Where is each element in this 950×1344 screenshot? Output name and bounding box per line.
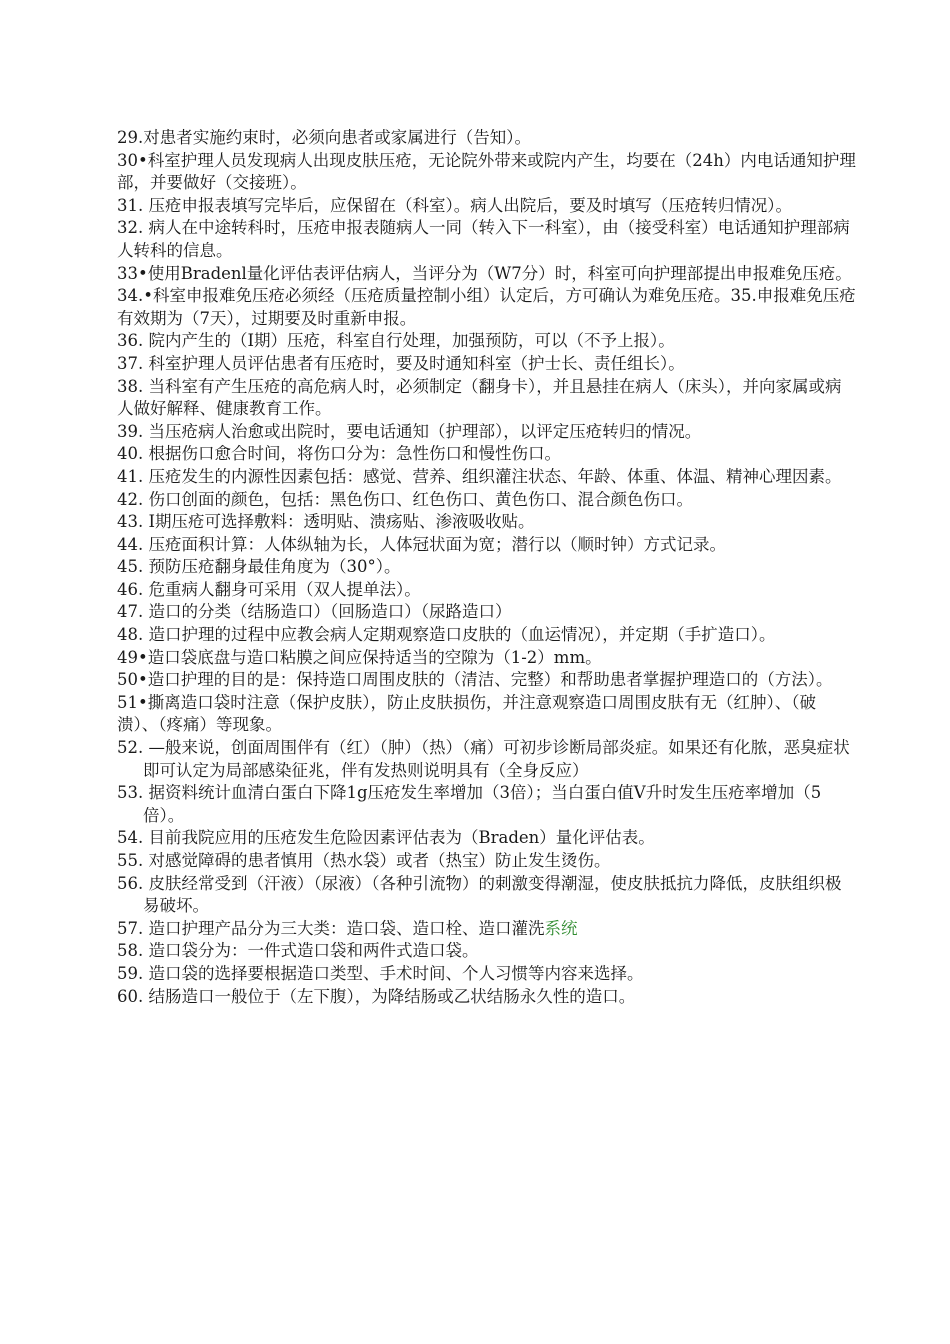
list-item-56: 56. 皮肤经常受到（汗液）（尿液）（各种引流物）的刺激变得潮湿，使皮肤抵抗力降低，皮肤组织极易破坏。 — [117, 873, 842, 916]
list-item-46: 46. 危重病人翻身可采用（双人提单法）。 — [117, 579, 421, 599]
list-item-36: 36. 院内产生的（Ⅰ期）压疮，科室自行处理，加强预防，可以（不予上报）。 — [117, 331, 675, 351]
list-item-60: 60. 结肠造口一般位于（左下腹），为降结肠或乙状结肠永久性的造口。 — [117, 986, 636, 1006]
list-item-31: 31. 压疮申报表填写完毕后，应保留在（科室）。病人出院后，要及时填写（压疮转归情况）。 — [117, 195, 792, 215]
list-item-52: 52. —般来说，创面周围伴有（红）（肿）（热）（痛）可初步诊断局部炎症。如果还有化脓，恶臭症状即可认定为局部感染征兆，伴有发热则说明具有（全身反应） — [117, 738, 850, 780]
list-item-38: 38. 当科室有产生压疮的高危病人时，必须制定（翻身卡），并且悬挂在病人（床头），并向家属或病人做好解释、健康教育工作。 — [117, 376, 842, 419]
list-item-53: 53. 据资料统计血清白蛋白下降1g压疮发生率增加（3倍）；当白蛋白值Ⅴ升时发生压疮率增加（5倍）。 — [117, 783, 822, 825]
list-item-47: 47. 造口的分类（结肠造口）（回肠造口）（尿路造口） — [117, 602, 512, 622]
list-item-41: 41. 压疮发生的内源性因素包括：感觉、营养、组织灌注状态、年龄、体重、体温、精神心理因素。 — [117, 466, 842, 486]
list-item-39: 39. 当压疮病人治愈或出院时，要电话通知（护理部），以评定压疮转归的情况。 — [117, 421, 702, 441]
list-item-57: 57. 造口护理产品分为三大类：造口袋、造口栓、造口灌洗系统 — [117, 918, 578, 938]
list-item-34-35: 34.•科室申报难免压疮必须经（压疮质量控制小组）认定后，方可确认为难免压疮。35.申报难免压疮有效期为（7天），过期要及时重新申报。 — [117, 286, 856, 328]
list-item-54: 54. 目前我院应用的压疮发生危险因素评估表为（Braden）量化评估表。 — [117, 828, 655, 848]
list-item-44: 44. 压疮面积计算：人体纵轴为长，人体冠状面为宽；潜行以（顺时钟）方式记录。 — [117, 534, 726, 554]
list-item-29: 29.对患者实施约束时，必须向患者或家属进行（告知）。 — [117, 128, 531, 147]
list-item-37: 37. 科室护理人员评估患者有压疮时，要及时通知科室（护士长、责任组长）。 — [117, 353, 685, 373]
list-item-43: 43. Ⅰ期压疮可选择敷料：透明贴、溃疡贴、渗液吸收贴。 — [117, 512, 535, 532]
list-item-30: 30•科室护理人员发现病人出现皮肤压疮，无论院外带来或院内产生，均要在（24h）内电话通知护理部，并要做好（交接班）。 — [117, 150, 856, 193]
list-item-45: 45. 预防压疮翻身最佳角度为（30°）。 — [117, 557, 401, 577]
list-item-42: 42. 伤口创面的颜色，包括：黑色伤口、红色伤口、黄色伤口、混合颜色伤口。 — [117, 489, 693, 509]
list-item-33: 33•使用Bradenl量化评估表评估病人，当评分为（W7分）时，科室可向护理部提出申报难免压疮。 — [117, 263, 852, 283]
list-item-58: 58. 造口袋分为：一件式造口袋和两件式造口袋。 — [117, 941, 479, 961]
list-item-32: 32. 病人在中途转科时，压疮申报表随病人一同（转入下一科室），由（接受科室）电话通知护理部病人转科的信息。 — [117, 218, 850, 260]
list-item-50: 50•造口护理的目的是：保持造口周围皮肤的（清洁、完整）和帮助患者掌握护理造口的（方法）。 — [117, 670, 833, 690]
list-item-51: 51•撕离造口袋时注意（保护皮肤），防止皮肤损伤，并注意观察造口周围皮肤有无（红肿）、（破溃）、（疼痛）等现象。 — [117, 692, 816, 735]
list-item-40: 40. 根据伤口愈合时间，将伤口分为：急性伤口和慢性伤口。 — [117, 444, 561, 464]
list-item-49: 49•造口袋底盘与造口粘膜之间应保持适当的空隙为（1-2）mm。 — [117, 647, 602, 667]
document-body — [117, 127, 857, 1008]
list-item-55: 55. 对感觉障碍的患者慎用（热水袋）或者（热宝）防止发生烫伤。 — [117, 851, 611, 870]
list-item-59: 59. 造口袋的选择要根据造口类型、手术时间、个人习惯等内容来选择。 — [117, 963, 644, 983]
highlighted-text: 系统 — [544, 918, 578, 938]
list-item-48: 48. 造口护理的过程中应教会病人定期观察造口皮肤的（血运情况），并定期（手扩造口）。 — [117, 625, 776, 645]
